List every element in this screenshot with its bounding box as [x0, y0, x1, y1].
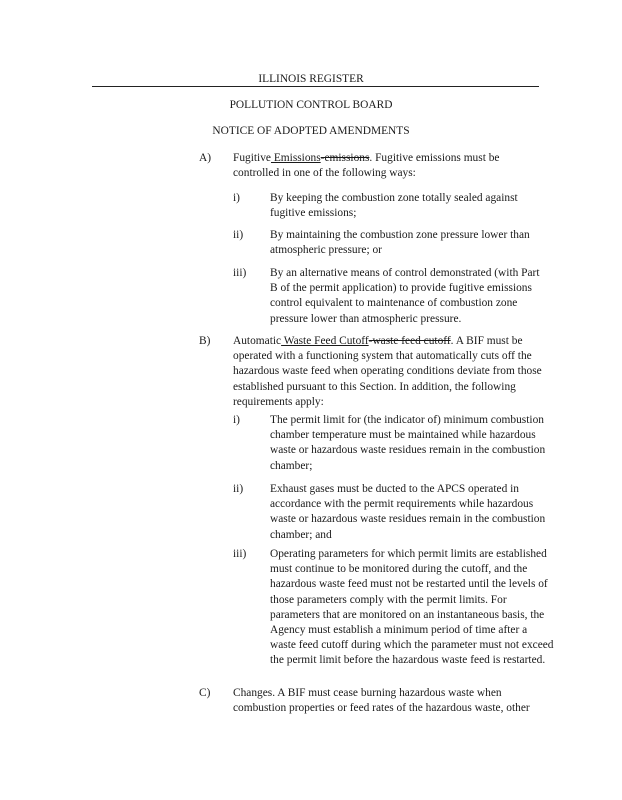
section-a-item-3-text: By an alternative means of control demonstrated (with Part B of the permit application) to provide fugitive emissions control equivalent to maintenance of combustion zone pressure lower than atmospheric pressure. — [270, 267, 540, 325]
section-b-text — [233, 334, 553, 410]
section-a-item-2-label: ii) — [233, 229, 244, 241]
register-title: ILLINOIS REGISTER — [258, 73, 364, 85]
section-a-item-3-label: iii) — [233, 267, 247, 279]
section-a-text — [233, 151, 523, 181]
section-b-item-2-label: ii) — [233, 483, 244, 495]
section-a-item-2-text: By maintaining the combustion zone pressure lower than atmospheric pressure; or — [270, 229, 530, 257]
section-a-deleted: -emissions — [320, 152, 370, 164]
section-b-item-3-text: Operating parameters for which permit limits are established must continue to be monitored during the cutoff, and the hazardous waste feed must not be restarted until the levels of those parameters comply with the permit limits. For parameters that are monitored on an instantaneous basis, the Agency must establish a minimum period of time after a waste feed cutoff during which the parameter must not exceed the permit limit before the hazardous waste feed is restarted. — [270, 548, 554, 667]
board-title: POLLUTION CONTROL BOARD — [229, 99, 393, 111]
section-b-item-2-text: Exhaust gases must be ducted to the APCS operated in accordance with the permit requirements while hazardous waste or hazardous waste residues remain in the combustion chamber; and — [270, 483, 546, 541]
section-c-text: Changes. A BIF must cease burning hazardous waste when combustion properties or feed rates of the hazardous waste, other — [233, 687, 530, 715]
section-a-label: A) — [199, 152, 212, 164]
section-b-lead: Automatic — [233, 335, 282, 347]
section-b-item-1-text: The permit limit for (the indicator of) minimum combustion chamber temperature must be maintained while hazardous waste or hazardous waste residues remain in the combustion chamber; — [270, 414, 546, 472]
section-a-item-1-label: i) — [233, 192, 240, 204]
section-b-deleted: -waste feed cutoff — [368, 335, 451, 347]
section-b-item-1-label: i) — [233, 414, 240, 426]
section-b-inserted: Waste Feed Cutoff — [281, 335, 369, 347]
section-b-label: B) — [199, 335, 211, 347]
notice-title: NOTICE OF ADOPTED AMENDMENTS — [212, 125, 410, 137]
section-a-rest: . Fugitive emissions must be controlled in one of the following ways: — [233, 152, 500, 180]
section-b-rest: . A BIF must be operated with a functioning system that automatically cuts off the hazardous waste feed when operating conditions deviate from those established pursuant to this Section. In addition, the following requirements apply: — [233, 335, 542, 408]
section-c-label: C) — [199, 687, 211, 699]
section-a-lead: Fugitive — [233, 152, 271, 164]
section-a-item-1-text: By keeping the combustion zone totally sealed against fugitive emissions; — [270, 192, 518, 220]
section-a-inserted: Emissions — [270, 152, 321, 164]
section-b-item-3-label: iii) — [233, 548, 247, 560]
header-rule — [92, 86, 539, 87]
